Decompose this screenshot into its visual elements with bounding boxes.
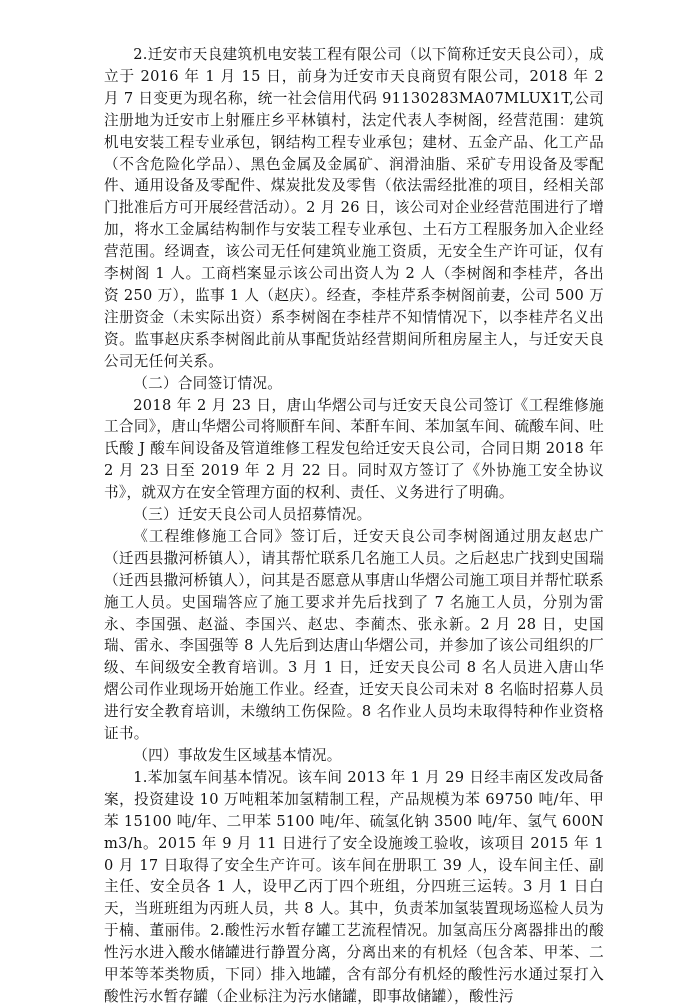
- paragraph-area: 1.苯加氢车间基本情况。该车间 2013 年 1 月 29 日经丰南区发改局备案，投资建设 10 万吨粗苯加氢精制工程，产品规模为苯 69750 吨/年、甲苯 15100 吨/年、二甲苯 5100 吨/年、硫氢化钠 3500 吨/年、氢气 600Nm3/h。2015 年 9 月 11 日进行了安全设施竣工验收，该项目 2015 年 10 月 17 日取得了安全生产许可。该车间在册职工 39 人，设车间主任、副主任、安全员各 1 人，设甲乙丙丁四个班组，分四班三运转。3 月 1 日白天，当班班组为丙班人员，共 8 人。其中，负责苯加氢装置现场巡检人员为于楠、董丽伟。2.酸性污水暂存罐工艺流程情况。加氢高压分离器排出的酸性污水进入酸水储罐进行静置分离，分离出来的有机烃（包含苯、甲苯、二甲苯等苯类物质，下同）排入地罐，含有部分有机烃的酸性污水通过泵打入酸性污水暂存罐（企业标注为污水储罐，即事故储罐），酸性污: [104, 768, 604, 1005]
- paragraph-recruitment: 《工程维修施工合同》签订后，迁安天良公司李树阁通过朋友赵忠广（迁西县撒河桥镇人），请其帮忙联系几名施工人员。之后赵忠广找到史国瑞（迁西县撒河桥镇人），问其是否愿意从事唐山华熠公司施工项目并帮忙联系施工人员。史国瑞答应了施工要求并先后找到了 7 名施工人员，分别为雷永、李国强、赵溢、李国兴、赵忠、李蔺杰、张永新。2 月 28 日，史国瑞、雷永、李国强等 8 人先后到达唐山华熠公司，并参加了该公司组织的厂级、车间级安全教育培训。3 月 1 日，迁安天良公司 8 名人员进入唐山华熠公司作业现场开始施工作业。经查，迁安天良公司未对 8 名临时招募人员进行安全教育培训，未缴纳工伤保险。8 名作业人员均未取得特种作业资格证书。: [104, 527, 604, 743]
- section-heading-area: （四）事故发生区域基本情况。: [133, 747, 342, 764]
- paragraph-company-profile: 2.迁安市天良建筑机电安装工程有限公司（以下简称迁安天良公司），成立于 2016 年 1 月 15 日，前身为迁安市天良商贸有限公司，2018 年 2 月 7 日变更为现名称，统一社会信用代码 91130283MA07MLUX1T,公司注册地为迁安市上射雁庄乡平林镇村，法定代表人李树阁，经营范围：建筑机电安装工程专业承包，钢结构工程专业承包；建材、五金产品、化工产品（不含危险化学品）、黑色金属及金属矿、润滑油脂、采矿专用设备及零配件、通用设备及零配件、煤炭批发及零售（依法需经批准的项目，经相关部门批准后方可开展经营活动）。2 月 26 日，该公司对企业经营范围进行了增加，将水工金属结构制作与安装工程专业承包、土石方工程服务加入企业经营范围。经调查，该公司无任何建筑业施工资质，无安全生产许可证，仅有李树阁 1 人。工商档案显示该公司出资人为 2 人（李树阁和李桂芹，各出资 250 万），监事 1 人（赵庆）。经查，李桂芹系李树阁前妻，公司 500 万注册资金（未实际出资）系李树阁在李桂芹不知情情况下，以李桂芹名义出资。监事赵庆系李树阁此前从事配货站经营期间所租房屋主人，与迁安天良公司无任何关系。: [104, 46, 604, 370]
- section-heading-recruitment: （三）迁安天良公司人员招募情况。: [133, 506, 372, 524]
- section-heading-contract: （二）合同签订情况。: [133, 374, 283, 392]
- document-page: [104, 44, 604, 1008]
- paragraph-contract: 2018 年 2 月 23 日，唐山华熠公司与迁安天良公司签订《工程维修施工合同》，唐山华熠公司将顺酐车间、苯酐车间、苯加氢车间、硫酸车间、吐氏酸 J 酸车间设备及管道维修工程发包给迁安天良公司，合同日期 2018 年 2 月 23 日至 2019 年 2 月 22 日。同时双方签订了《外协施工安全协议书》，就双方在安全管理方面的权利、责任、义务进行了明确。: [104, 396, 604, 502]
